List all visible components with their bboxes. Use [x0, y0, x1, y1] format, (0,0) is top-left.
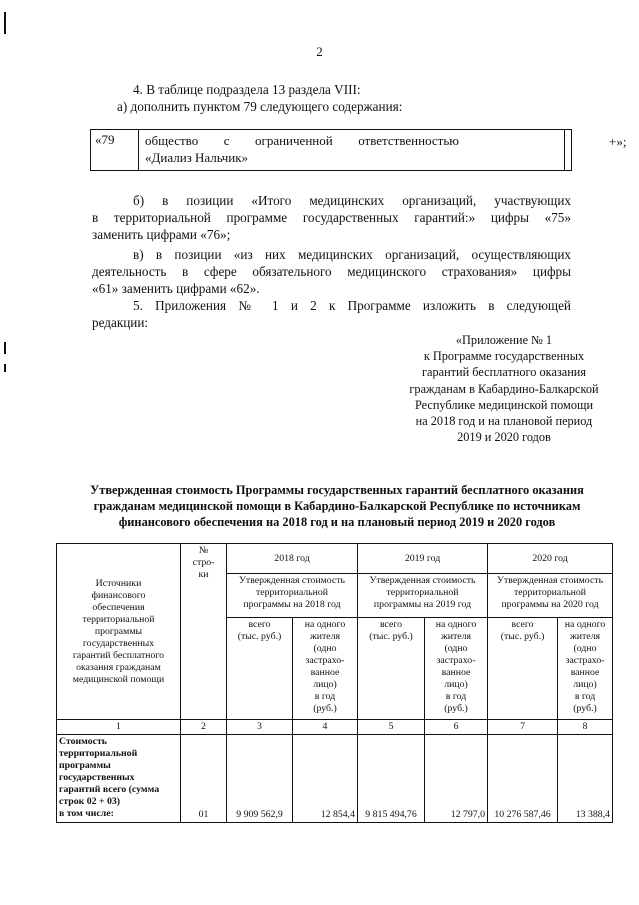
- appendix-line5: Республике медицинской помощи: [414, 397, 594, 412]
- para-b-line1: б) в позиции «Итого медицинских организаций, участвующих: [133, 193, 571, 208]
- value-2019-per-capita: 12 797,0: [425, 735, 488, 823]
- header-row-number: № стро- ки: [181, 544, 227, 720]
- para-b-line3: заменить цифрами «76»;: [92, 227, 231, 242]
- inserted-row-mark: +»;: [609, 134, 627, 149]
- header-total-2020: всего (тыс. руб.): [488, 618, 558, 720]
- column-number-row: [57, 720, 613, 735]
- value-2020-total: 10 276 587,46: [488, 735, 558, 823]
- header-sources: Источники финансового обеспечения территориальной программы государственных гарантий бесплатного оказания гражданам медицинской помощи: [57, 544, 181, 720]
- header-approved-2019: Утвержденная стоимость территориальной программы на 2019 год: [358, 574, 488, 618]
- column-number: 3: [227, 720, 293, 735]
- para-v-line1: в) в позиции «из них медицинских организаций, осуществляющих: [133, 247, 571, 262]
- header-year-2019: 2019 год: [358, 544, 488, 574]
- column-number: 5: [358, 720, 425, 735]
- para-5-line1: 5. Приложения № 1 и 2 к Программе изложить в следующей: [133, 298, 571, 313]
- header-total-2018: всего (тыс. руб.): [227, 618, 293, 720]
- header-approved-2020: Утвержденная стоимость территориальной программы на 2020 год: [488, 574, 613, 618]
- header-total-2019: всего (тыс. руб.): [358, 618, 425, 720]
- row-label: Стоимость территориальной программы государственных гарантий всего (сумма строк 02 + 03) в том числе:: [57, 735, 181, 823]
- inserted-row-text-line1: общество с ограниченной ответственностью: [145, 133, 459, 148]
- header-year-2018: 2018 год: [227, 544, 358, 574]
- appendix-line7: 2019 и 2020 годов: [457, 430, 551, 445]
- header-per-capita-2018: на одного жителя (одно застрахо- ванное лицо) в год (руб.): [293, 618, 358, 720]
- header-year-2020: 2020 год: [488, 544, 613, 574]
- left-margin-mark: [4, 12, 6, 34]
- left-margin-mark: [4, 364, 6, 372]
- cost-table: [56, 543, 613, 823]
- column-number: 7: [488, 720, 558, 735]
- appendix-line1: «Приложение № 1: [455, 333, 553, 347]
- appendix-line2: к Программе государственных: [423, 349, 585, 364]
- item-4-line: 4. В таблице подраздела 13 раздела VIII:: [133, 82, 361, 97]
- appendix-line3: гарантий бесплатного оказания: [421, 365, 587, 380]
- table-title-line2: гражданам медицинской помощи в Кабардино-Балкарской Республике по источникам: [93, 499, 581, 513]
- appendix-heading: [398, 332, 610, 445]
- para-5-line2: редакции:: [92, 315, 149, 330]
- left-margin-mark: [4, 342, 6, 354]
- para-v-line3: «61» заменить цифрами «62».: [92, 281, 260, 296]
- table-row: [57, 735, 613, 823]
- table-title: [62, 482, 612, 530]
- value-2019-total: 9 815 494,76: [358, 735, 425, 823]
- header-per-capita-2019: на одного жителя (одно застрахо- ванное лицо) в год (руб.): [425, 618, 488, 720]
- value-2018-total: 9 909 562,9: [227, 735, 293, 823]
- row-number: 01: [181, 735, 227, 823]
- value-2018-per-capita: 12 854,4: [293, 735, 358, 823]
- appendix-line6: на 2018 год и на плановой период: [415, 414, 593, 429]
- appendix-line4: гражданам в Кабардино-Балкарской: [409, 381, 599, 396]
- page-number: 2: [316, 44, 323, 59]
- para-v-line2: деятельность в сфере обязательного медицинского страхования» цифры: [92, 264, 571, 279]
- header-per-capita-2020: на одного жителя (одно застрахо- ванное лицо) в год (руб.): [558, 618, 613, 720]
- value-2020-per-capita: 13 388,4: [558, 735, 613, 823]
- inserted-row-last-cell: [565, 130, 571, 170]
- column-number: 6: [425, 720, 488, 735]
- para-b-line2: в территориальной программе государственных гарантий:» цифры «75»: [92, 210, 571, 225]
- column-number: 1: [57, 720, 181, 735]
- header-approved-2018: Утвержденная стоимость территориальной программы на 2018 год: [227, 574, 358, 618]
- column-number: 8: [558, 720, 613, 735]
- inserted-row-table: [90, 129, 627, 171]
- inserted-row-number: «79: [91, 130, 139, 170]
- inserted-row-text: [139, 130, 565, 170]
- table-title-line3: финансового обеспечения на 2018 год и на плановый период 2019 и 2020 годов: [118, 515, 556, 529]
- column-number: 4: [293, 720, 358, 735]
- table-title-line1: Утвержденная стоимость Программы государственных гарантий бесплатного оказания: [90, 483, 584, 497]
- column-number: 2: [181, 720, 227, 735]
- inserted-row-text-line2: «Диализ Нальчик»: [145, 150, 249, 165]
- item-a-line: а) дополнить пунктом 79 следующего содержания:: [117, 99, 403, 114]
